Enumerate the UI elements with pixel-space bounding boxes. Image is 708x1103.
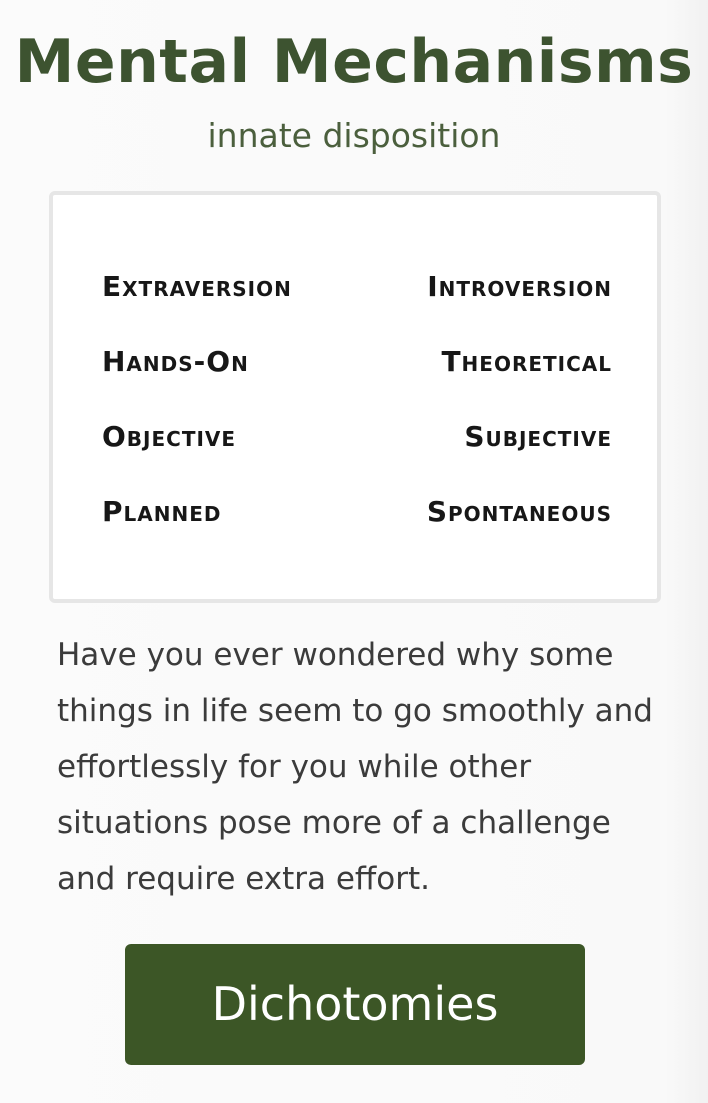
dichotomy-pair-3 — [53, 415, 657, 459]
term-introversion: Introversion — [427, 270, 612, 303]
dichotomy-pair-2 — [53, 340, 657, 384]
dichotomy-pair-4 — [53, 490, 657, 534]
term-objective: Objective — [102, 420, 237, 453]
intro-paragraph: Have you ever wondered why some things in life seem to go smoothly and effortlessly for you while other situations pose more of a challenge and require extra effort. — [57, 637, 653, 897]
term-planned: Planned — [102, 495, 222, 528]
dichotomies-button[interactable]: Dichotomies — [125, 944, 585, 1065]
dichotomy-card — [49, 191, 661, 603]
dichotomy-pair-1 — [53, 265, 657, 309]
page-subtitle: innate disposition — [207, 116, 501, 155]
term-hands-on: Hands-On — [102, 345, 249, 378]
term-subjective: Subjective — [464, 420, 612, 453]
page-title: Mental Mechanisms — [14, 27, 694, 97]
term-theoretical: Theoretical — [441, 345, 612, 378]
term-extraversion: Extraversion — [102, 270, 292, 303]
term-spontaneous: Spontaneous — [426, 495, 612, 528]
